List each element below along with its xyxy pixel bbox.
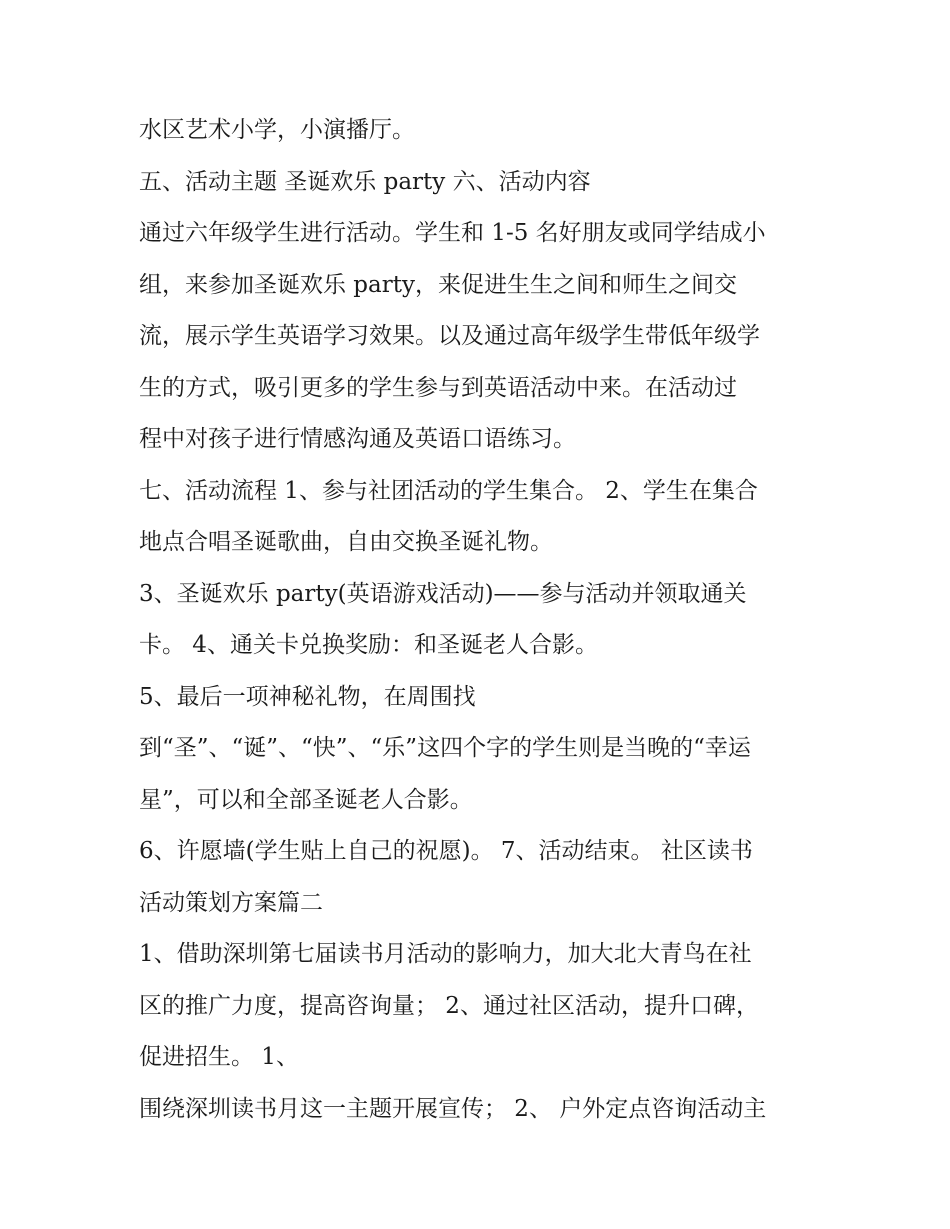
text-line: 程中对孩子进行情感沟通及英语口语练习。 (139, 426, 576, 452)
text-line: 5、最后一项神秘礼物，在周围找 (139, 683, 476, 710)
text-line: 6、许愿墙(学生贴上自己的祝愿)。 7、活动结束。 社区读书 (139, 838, 753, 864)
text-line: 到“圣”、“诞”、“快”、“乐”这四个字的学生则是当晚的“幸运 (139, 735, 751, 761)
text-line: 五、活动主题 圣诞欢乐 party 六、活动内容 (139, 168, 591, 195)
text-line: 1、借助深圳第七届读书月活动的影响力，加大北大青鸟在社 (139, 941, 752, 967)
text-line: 地点合唱圣诞歌曲，自由交换圣诞礼物。 (139, 529, 553, 555)
text-line: 七、活动流程 1、参与社团活动的学生集合。 2、学生在集合 (139, 477, 758, 504)
text-line: 水区艺术小学，小演播厅。 (139, 117, 415, 143)
text-line: 围绕深圳读书月这一主题开展宣传； 2、 户外定点咨询活动主 (139, 1095, 767, 1122)
text-line: 区的推广力度，提高咨询量； 2、通过社区活动，提升口碑， (139, 992, 759, 1019)
text-line: 流，展示学生英语学习效果。以及通过高年级学生带低年级学 (139, 323, 760, 349)
text-line: 通过六年级学生进行活动。学生和 1-5 名好朋友或同学结成小 (139, 220, 766, 246)
text-line: 活动策划方案篇二 (139, 889, 323, 916)
text-line: 生的方式，吸引更多的学生参与到英语活动中来。在活动过 (139, 374, 737, 401)
text-line: 组，来参加圣诞欢乐 party，来促进生生之间和师生之间交 (139, 271, 737, 298)
text-line: 促进招生。 1、 (139, 1044, 299, 1070)
text-line: 卡。 4、通关卡兑换奖励：和圣诞老人合影。 (139, 632, 598, 658)
document-body (139, 105, 829, 1135)
text-line: 星”，可以和全部圣诞老人合影。 (139, 786, 473, 813)
text-line: 3、圣诞欢乐 party(英语游戏活动)——参与活动并领取通关 (139, 580, 747, 607)
